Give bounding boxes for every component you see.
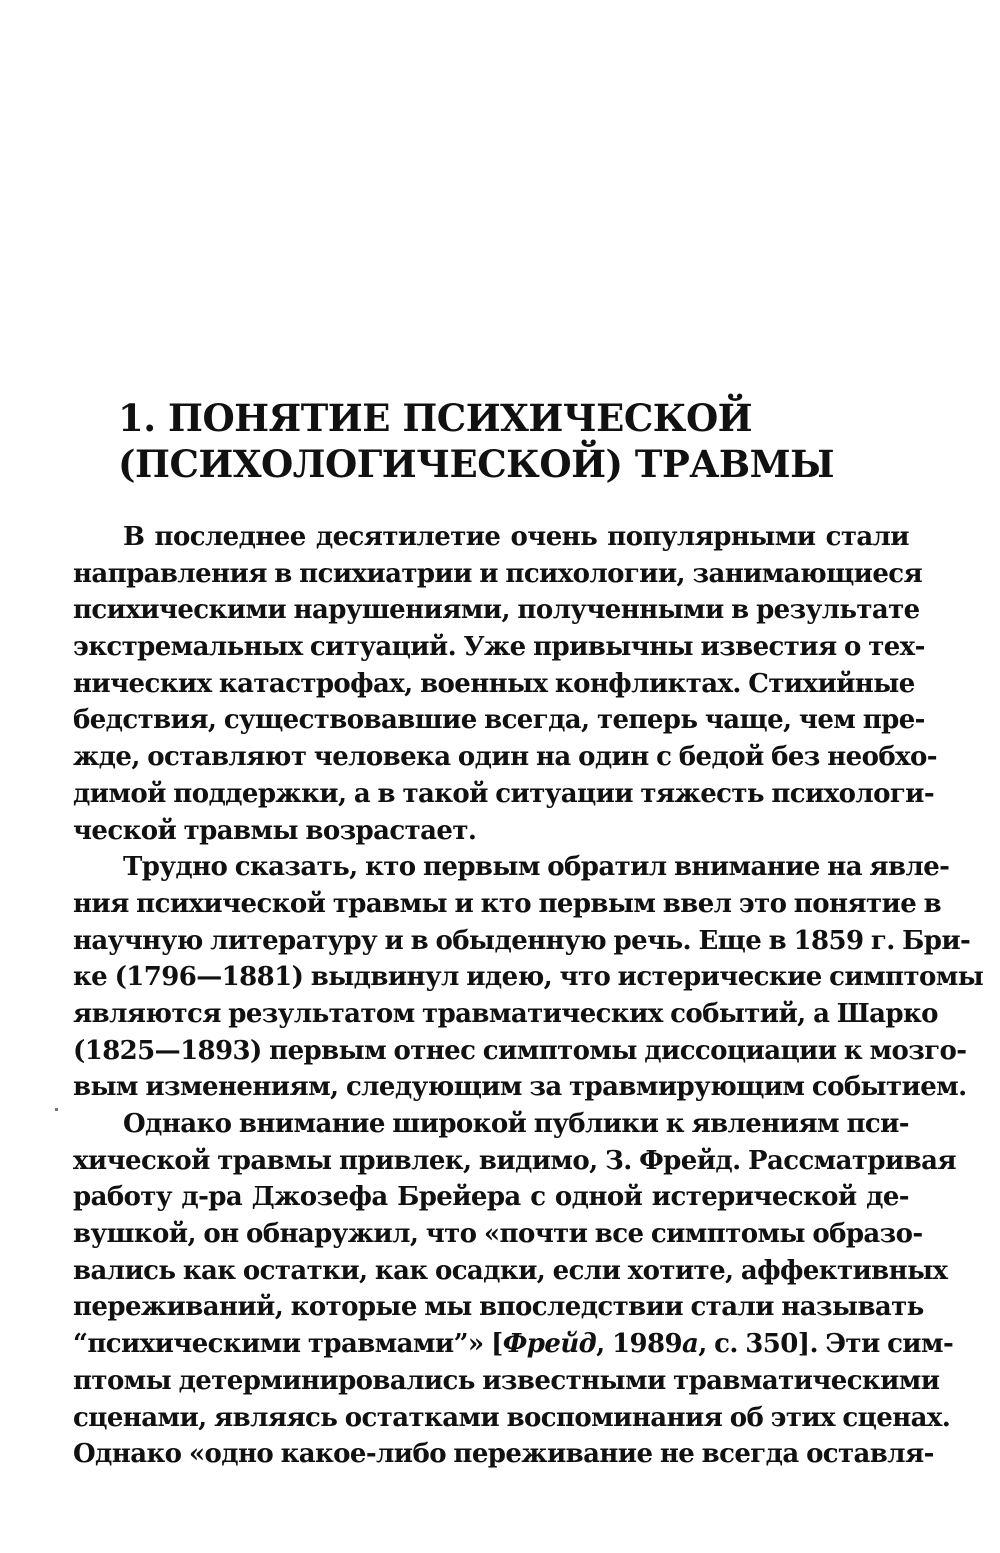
margin-mark xyxy=(55,1108,58,1111)
citation-year-letter: а xyxy=(681,1329,699,1360)
text-line: вым изменениям, следующим за травмирующим событием. xyxy=(73,1072,967,1103)
text-line: Трудно сказать, кто первым обратил внимание на явле- xyxy=(123,852,950,883)
text-line: хической травмы привлек, видимо, З. Фрейд. Рассматривая xyxy=(73,1145,956,1176)
citation-line xyxy=(73,1326,954,1363)
text-line: научную литературу и в обыденную речь. Еще в 1859 г. Бри- xyxy=(73,925,971,956)
citation-text: , с. 350]. Эти сим- xyxy=(698,1329,954,1360)
text-line: переживаний, которые мы впоследствии стали называть xyxy=(73,1292,924,1323)
text-line: В последнее десятилетие очень популярными стали xyxy=(123,522,909,552)
text-line: сценами, являясь остатками воспоминания об этих сценах. xyxy=(73,1402,951,1433)
text-line: нических катастрофах, военных конфликтах. Стихийные xyxy=(73,668,915,699)
text-line: являются результатом травматических событий, а Шарко xyxy=(73,998,938,1029)
body-text xyxy=(73,519,984,1473)
paragraph xyxy=(73,849,984,1106)
text-line: птомы детерминировались известными травматическими xyxy=(73,1365,940,1396)
text-line: экстремальных ситуаций. Уже привычны известия о тех- xyxy=(73,632,925,663)
citation-text: “психическими травмами”» [ xyxy=(73,1329,503,1360)
text-line: ния психической травмы и кто первым ввел это понятие в xyxy=(73,888,942,919)
text-line: жде, оставляют человека один на один с бедой без необхо- xyxy=(73,742,937,773)
chapter-title-line: 1. ПОНЯТИЕ ПСИХИЧЕСКОЙ xyxy=(118,396,753,440)
paragraph xyxy=(73,1106,956,1473)
text-line: (1825—1893) первым отнес симптомы диссоциации к мозго- xyxy=(73,1035,967,1066)
text-line: вушкой, он обнаружил, что «почти все симптомы образо- xyxy=(73,1219,923,1250)
text-line: бедствия, существовавшие всегда, теперь чаще, чем пре- xyxy=(73,705,925,736)
paragraph xyxy=(73,519,937,849)
text-line: ке (1796—1881) выдвинул идею, что истерические симптомы xyxy=(73,962,984,993)
chapter-title-line: (ПСИХОЛОГИЧЕСКОЙ) ТРАВМЫ xyxy=(118,442,835,486)
citation-author: Фрейд xyxy=(502,1329,597,1360)
text-line: работу д-ра Джозефа Брейера с одной истерической де- xyxy=(73,1182,909,1213)
text-line: Однако «одно какое-либо переживание не всегда оставля- xyxy=(73,1439,934,1470)
text-line: Однако внимание широкой публики к явлениям пси- xyxy=(123,1109,909,1139)
text-line: направления в психиатрии и психологии, занимающиеся xyxy=(73,558,923,589)
text-line: ческой травмы возрастает. xyxy=(73,815,477,846)
chapter-title xyxy=(118,395,938,487)
text-line: психическими нарушениями, полученными в результате xyxy=(73,595,920,626)
citation-year: , 1989 xyxy=(596,1329,682,1360)
text-line: димой поддержки, а в такой ситуации тяжесть психологи- xyxy=(73,778,935,809)
text-line: вались как остатки, как осадки, если хотите, аффективных xyxy=(73,1255,948,1286)
